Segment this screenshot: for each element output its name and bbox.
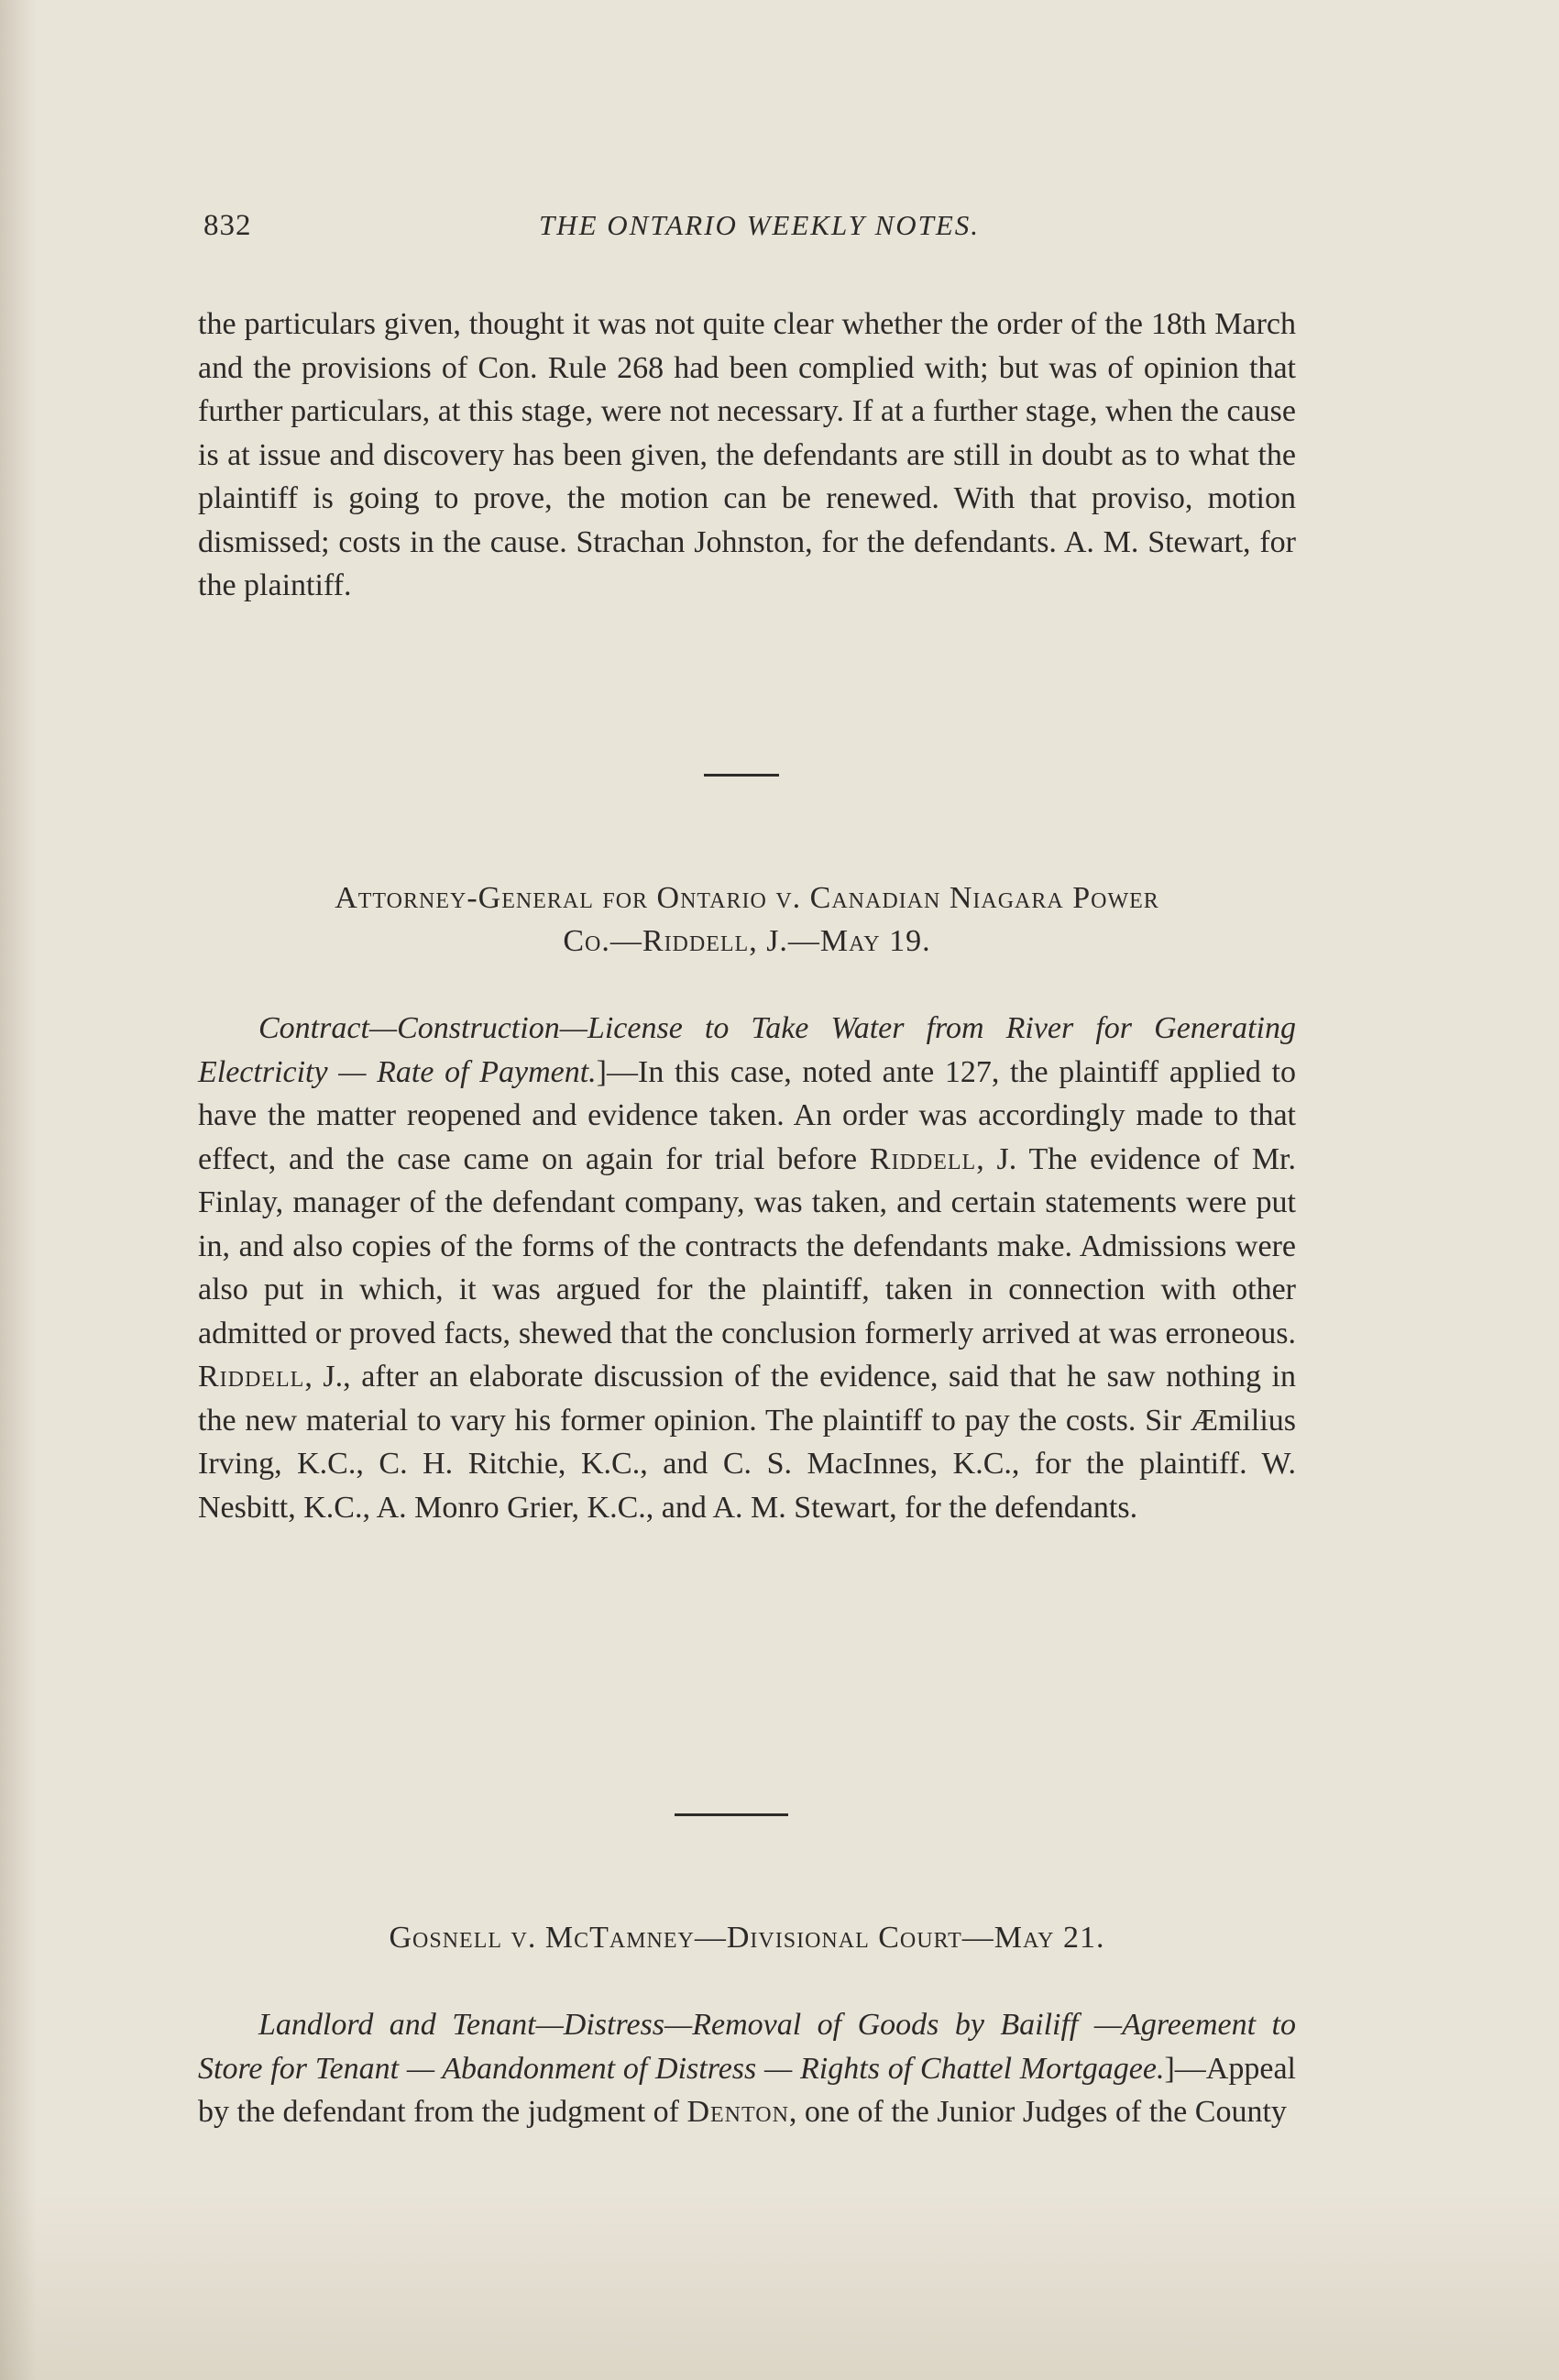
report-text: ]—Appeal by the defendant from the judgment of xyxy=(198,2051,1296,2129)
case-heading xyxy=(198,1916,1296,1959)
page-header xyxy=(203,209,1297,255)
report-text: , J. The evidence of Mr. Finlay, manager of the defendant company, was taken, and certain statements were put in, and also copies of the forms of the contracts the defendants make. Admissions were also put in which, it was argued for the plaintiff, taken in connection with other admitted or proved facts, shewed that the conclusion formerly arrived at was erroneous. xyxy=(198,1141,1296,1350)
paragraph-text: the particulars given, thought it was not quite clear whether the order of the 18th March and the provisions of Con. Rule 268 had been complied with; but was of opinion that further particulars, at this stage, were not necessary. If at a further stage, when the cause is at issue and discovery has been given, the defendants are still in doubt as to what the plaintiff is going to prove, the motion can be renewed. With that proviso, motion dismissed; costs in the cause. Strachan Johnston, for the defendants. A. M. Stewart, for the plaintiff. xyxy=(198,307,1296,602)
case-title-line: Attorney-General for Ontario v. Canadian Niagara Power xyxy=(335,881,1159,915)
case-report-text xyxy=(198,1007,1296,1529)
report-text: , one of the Junior Judges of the County xyxy=(788,2095,1287,2129)
judge-name: Denton xyxy=(686,2095,789,2129)
section-divider xyxy=(675,1813,788,1816)
report-text: ]—In this case, noted ante 127, the plaintiff applied to have the matter reopened and evidence taken. An order was accordingly made to that effect, and the case came on again for trial before xyxy=(198,1054,1297,1176)
case-report-text xyxy=(198,2003,1296,2134)
page-number: 832 xyxy=(203,209,252,242)
headnote: Contract—Construction—License to Take Water from River for Generating Electricity — Rate of Payment. xyxy=(198,1011,1296,1089)
case-report xyxy=(198,2003,1296,2134)
continued-paragraph xyxy=(198,303,1296,608)
running-title: THE ONTARIO WEEKLY NOTES. xyxy=(538,209,981,241)
case-title-line: Gosnell v. McTamney—Divisional Court—May 21. xyxy=(389,1921,1105,1955)
case-title-line: Co.—Riddell, J.—May 19. xyxy=(563,924,931,958)
case-report xyxy=(198,1007,1296,1529)
judge-name: Riddell xyxy=(869,1141,977,1176)
headnote: Landlord and Tenant—Distress—Removal of Goods by Bailiff —Agreement to Store for Tenant — Abandonment of Distress — Rights of Chattel Mortgagee. xyxy=(198,2008,1296,2086)
judge-name: Riddell xyxy=(198,1360,305,1394)
section-divider xyxy=(704,774,779,777)
case-heading xyxy=(198,876,1296,963)
report-text: , J., after an elaborate discussion of the evidence, said that he saw nothing in the new material to vary his former opinion. The plaintiff to pay the costs. Sir Æmilius Irving, K.C., C. H. Ritchie, K.C., and C. S. MacInnes, K.C., for the plaintiff. W. Nesbitt, K.C., A. Monro Grier, K.C., and A. M. Stewart, for the defendants. xyxy=(198,1360,1296,1525)
